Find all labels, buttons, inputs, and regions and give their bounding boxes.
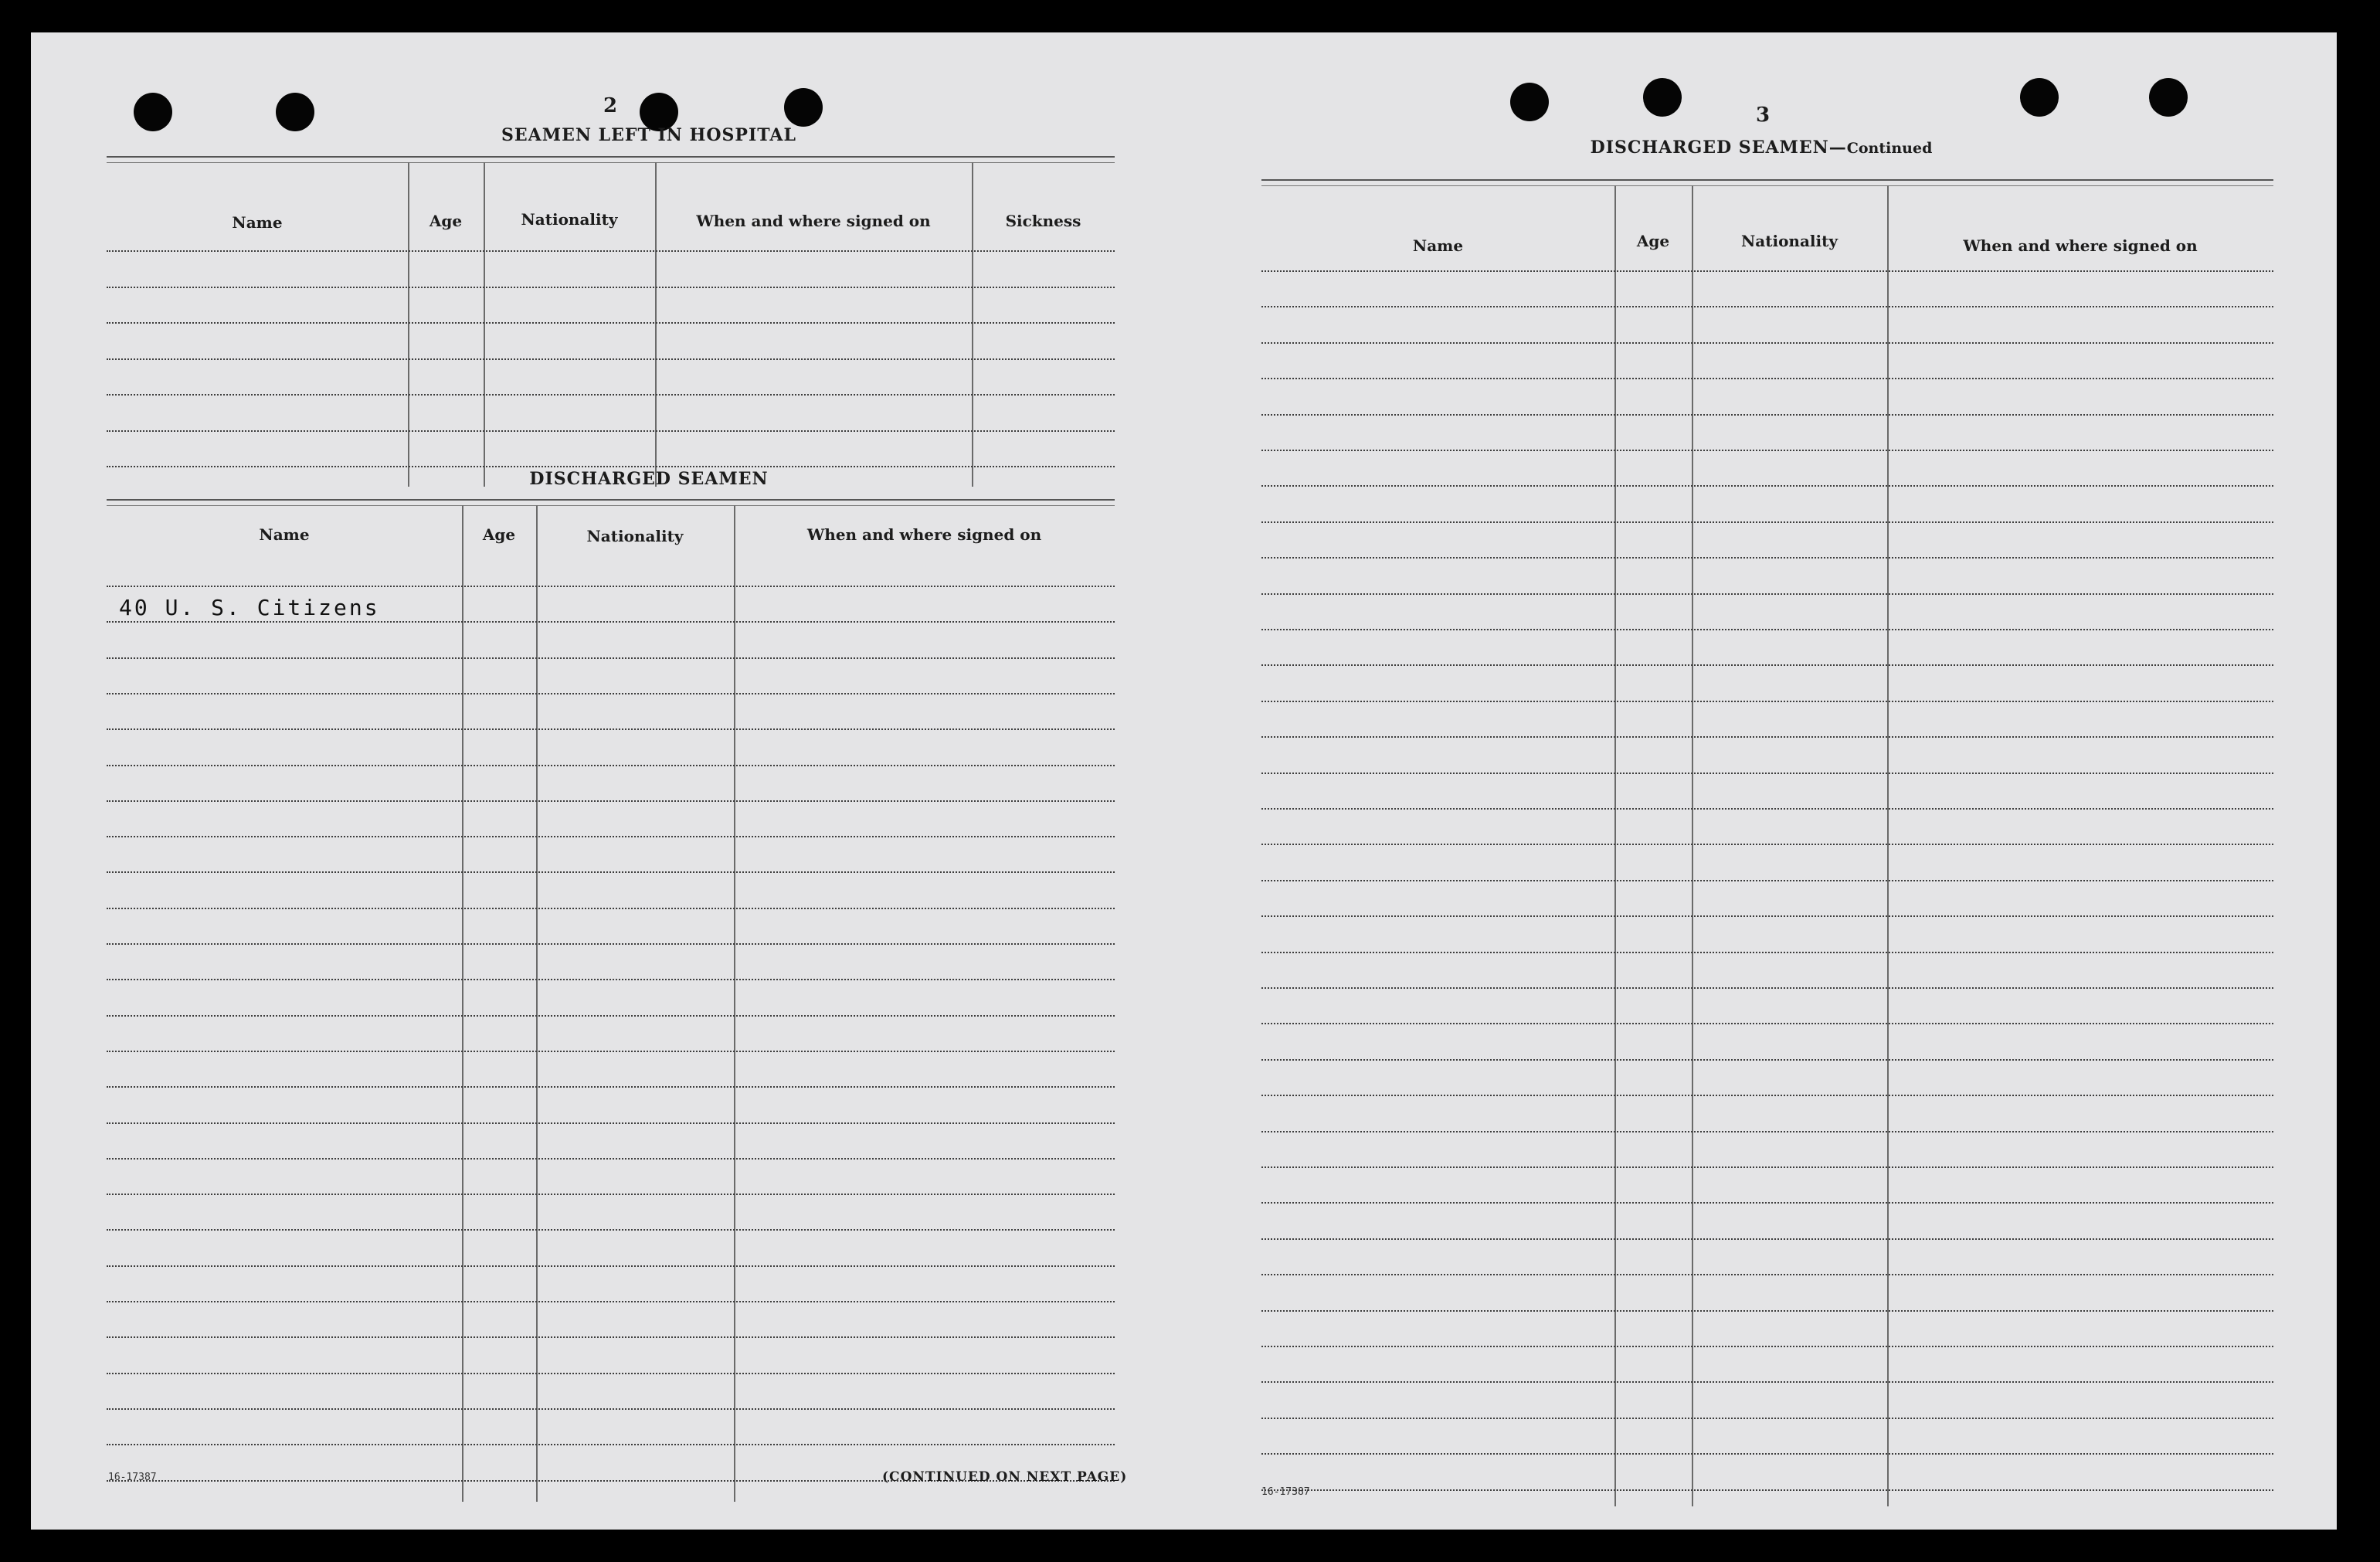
- row-line: [107, 800, 1115, 802]
- punch-hole: [1510, 83, 1549, 121]
- row-line: [107, 1408, 1115, 1410]
- row-line: [1261, 1238, 2273, 1240]
- row-line: [107, 871, 1115, 873]
- row-line: [1261, 521, 2273, 523]
- column-divider: [655, 162, 657, 487]
- row-line: [1261, 342, 2273, 344]
- row-line: [107, 621, 1115, 623]
- column-divider: [408, 162, 409, 487]
- row-line: [1261, 915, 2273, 917]
- left-page: [31, 32, 1190, 1530]
- row-line: [1261, 1023, 2273, 1024]
- row-line: [1261, 557, 2273, 559]
- form-number: 16-17387: [108, 1472, 157, 1483]
- punch-hole: [1643, 78, 1682, 117]
- row-line: [107, 1051, 1115, 1052]
- column-header-nationality: Nationality: [521, 210, 618, 229]
- row-line: [1261, 808, 2273, 810]
- section-rule: [107, 156, 1115, 158]
- row-line: [107, 1336, 1115, 1338]
- row-line: [1261, 880, 2273, 881]
- punch-hole: [276, 93, 314, 131]
- hospital-table: [107, 162, 1115, 487]
- column-divider: [462, 505, 463, 1502]
- row-line: [1261, 1202, 2273, 1204]
- row-line: [1261, 1310, 2273, 1312]
- row-line: [1261, 1274, 2273, 1275]
- row-line: [107, 1122, 1115, 1124]
- row-line: [107, 586, 1115, 587]
- row-line: [1261, 952, 2273, 953]
- continued-note: (CONTINUED ON NEXT PAGE): [882, 1469, 1128, 1485]
- row-line: [1261, 1453, 2273, 1455]
- row-line: [1261, 1489, 2273, 1491]
- row-line: [1261, 1131, 2273, 1132]
- row-line: [1261, 485, 2273, 487]
- row-line: [107, 1158, 1115, 1160]
- section-title: [1530, 138, 1993, 158]
- row-line: [107, 1444, 1115, 1445]
- row-line: [107, 943, 1115, 945]
- row-line: [107, 287, 1115, 288]
- hospital-section-title: SEAMEN LEFT IN HOSPITAL: [501, 125, 796, 145]
- row-line: [1261, 1166, 2273, 1168]
- column-header-age: Age: [1636, 232, 1670, 250]
- row-line: [107, 728, 1115, 730]
- punch-hole: [2020, 78, 2059, 117]
- discharged-continued-table: [1261, 185, 2273, 1506]
- row-line: [1261, 987, 2273, 989]
- typed-entry: 40 U. S. Citizens: [119, 595, 380, 620]
- section-title-suffix: Continued: [1846, 140, 1933, 157]
- column-divider: [1614, 185, 1616, 1506]
- row-line: [1261, 450, 2273, 451]
- section-rule: [107, 499, 1115, 501]
- discharged-section-title: DISCHARGED SEAMEN: [529, 469, 769, 489]
- row-line: [1261, 773, 2273, 774]
- row-line: [107, 466, 1115, 467]
- row-line: [107, 1015, 1115, 1017]
- column-divider: [1887, 185, 1889, 1506]
- row-line: [107, 979, 1115, 980]
- column-divider: [972, 162, 973, 487]
- punch-hole: [2149, 78, 2188, 117]
- column-divider: [1692, 185, 1693, 1506]
- row-line: [107, 657, 1115, 659]
- row-line: [107, 1229, 1115, 1231]
- row-line: [1261, 593, 2273, 595]
- punch-hole: [134, 93, 172, 131]
- row-line: [107, 1373, 1115, 1374]
- row-line: [1261, 1418, 2273, 1419]
- column-divider: [484, 162, 485, 487]
- row-line: [107, 836, 1115, 837]
- row-line: [107, 250, 1115, 252]
- column-header-name: Name: [1412, 236, 1464, 255]
- punch-hole: [784, 88, 823, 127]
- row-line: [1261, 1095, 2273, 1096]
- row-line: [1261, 1381, 2273, 1383]
- row-line: [107, 394, 1115, 396]
- row-line: [107, 693, 1115, 694]
- row-line: [107, 1301, 1115, 1302]
- row-line: [1261, 270, 2273, 272]
- row-line: [1261, 736, 2273, 738]
- row-line: [107, 1086, 1115, 1088]
- row-line: [107, 1265, 1115, 1267]
- discharged-table: [107, 505, 1115, 1502]
- section-title-main: DISCHARGED SEAMEN—: [1590, 138, 1847, 158]
- row-line: [1261, 306, 2273, 307]
- row-line: [1261, 1346, 2273, 1347]
- row-line: [1261, 1059, 2273, 1061]
- column-header-age: Age: [429, 212, 463, 230]
- row-line: [1261, 664, 2273, 666]
- column-header-when-where: When and where signed on: [696, 212, 931, 230]
- row-line: [1261, 844, 2273, 845]
- right-page: [1182, 32, 2337, 1530]
- row-line: [1261, 378, 2273, 379]
- row-line: [1261, 629, 2273, 630]
- row-line: [107, 908, 1115, 909]
- column-header-nationality: Nationality: [1741, 232, 1838, 250]
- column-header-nationality: Nationality: [586, 527, 684, 545]
- column-divider: [536, 505, 538, 1502]
- column-header-name: Name: [232, 213, 283, 232]
- row-line: [107, 430, 1115, 432]
- row-line: [107, 765, 1115, 766]
- column-header-sickness: Sickness: [1005, 212, 1081, 230]
- row-line: [107, 358, 1115, 360]
- section-rule: [1261, 179, 2273, 181]
- column-header-when-where: When and where signed on: [806, 525, 1042, 544]
- column-header-name: Name: [259, 525, 310, 544]
- row-line: [1261, 701, 2273, 702]
- form-number: 16-17387: [1261, 1486, 1310, 1498]
- column-header-when-where: When and where signed on: [1963, 236, 2198, 255]
- page-number: 2: [603, 94, 618, 117]
- row-line: [1261, 414, 2273, 416]
- row-line: [107, 322, 1115, 324]
- column-header-age: Age: [482, 525, 516, 544]
- column-divider: [734, 505, 735, 1502]
- page-number: 3: [1755, 104, 1771, 127]
- row-line: [107, 1194, 1115, 1195]
